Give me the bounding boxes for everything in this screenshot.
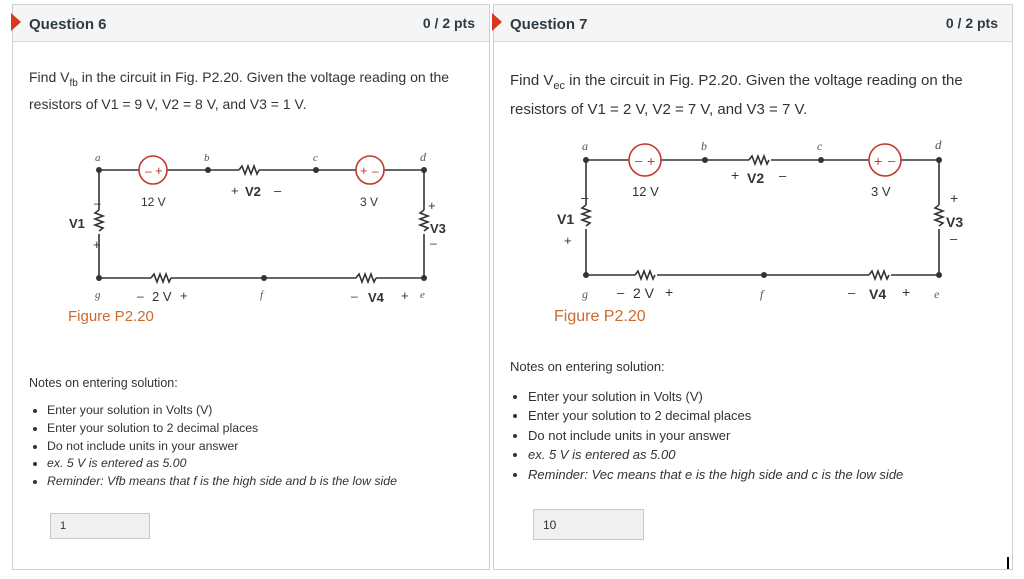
question-text: Find $V_{fb}$ in the circuit in Fig. P2.20. Given the voltage reading on the resistors of V1 = 9 V, V2 = 8 V, and V3 = 1 V. xyxy=(29,69,450,112)
list-item: • Reminder: Vec means that e is the high side and c is the low side xyxy=(528,465,903,484)
v1-label: V1 xyxy=(69,216,85,231)
svg-text:–: – xyxy=(430,236,437,250)
svg-text:–: – xyxy=(372,164,379,178)
notes-heading: Notes on entering solution: xyxy=(510,359,665,374)
svg-text:–: – xyxy=(635,153,643,168)
answer-input[interactable] xyxy=(50,513,150,539)
question-title: Question 7 xyxy=(510,16,588,33)
list-item: • ex. 5 V is entered as 5.00 xyxy=(47,455,397,473)
svg-text:–: – xyxy=(274,183,282,198)
node-a-label: a xyxy=(95,152,101,164)
svg-text:–: – xyxy=(888,153,896,168)
svg-text:–: – xyxy=(779,168,787,183)
list-item: • Enter your solution in Volts (V) xyxy=(528,387,903,406)
question-flag-icon xyxy=(11,13,21,31)
node-a-label: a xyxy=(582,139,588,153)
question-6-panel xyxy=(12,4,490,570)
svg-text:+: + xyxy=(401,288,409,303)
svg-text:–: – xyxy=(848,285,856,300)
question-flag-icon xyxy=(492,13,502,31)
node-g-label: g xyxy=(582,287,588,301)
node-e-label: e xyxy=(420,289,425,301)
notes-list xyxy=(29,402,397,491)
question-title: Question 6 xyxy=(29,16,107,33)
source-3v-label: 3 V xyxy=(360,195,379,209)
notes-heading: Notes on entering solution: xyxy=(29,376,178,390)
node-f-label: f xyxy=(760,287,764,301)
list-item: • Enter your solution to 2 decimal places xyxy=(47,420,397,438)
svg-text:–: – xyxy=(950,231,958,246)
svg-text:+: + xyxy=(93,237,101,252)
list-item: • Enter your solution in Volts (V) xyxy=(47,402,397,420)
figure-caption: Figure P2.20 xyxy=(68,308,154,325)
v3-label: V3 xyxy=(430,221,446,236)
list-item: • Reminder: Vfb means that f is the high side and b is the low side xyxy=(47,473,397,491)
circuit-diagram xyxy=(61,145,446,305)
list-item: • Enter your solution to 2 decimal places xyxy=(528,406,903,425)
svg-text:–: – xyxy=(94,196,101,210)
svg-text:+: + xyxy=(155,163,163,178)
svg-text:–: – xyxy=(145,164,152,178)
svg-text:+: + xyxy=(731,167,740,183)
source-12v-label: 12 V xyxy=(141,195,166,209)
voltage-source-12v xyxy=(629,144,661,176)
v4-label: V4 xyxy=(869,286,887,302)
text-cursor xyxy=(1007,557,1009,569)
v1-label: V1 xyxy=(557,211,575,227)
svg-text:+: + xyxy=(360,163,368,178)
question-header xyxy=(494,5,1012,42)
svg-text:+: + xyxy=(647,153,656,169)
question-7-panel xyxy=(493,4,1013,570)
svg-text:+: + xyxy=(665,284,674,300)
v4-label: V4 xyxy=(368,290,384,305)
voltage-source-12v xyxy=(139,156,167,184)
question-points: 0 / 2 pts xyxy=(945,15,998,31)
notes-list xyxy=(510,387,903,484)
node-d-label: d xyxy=(420,150,426,164)
svg-text:+: + xyxy=(564,233,572,248)
node-b-label: b xyxy=(701,139,707,153)
node-d-label: d xyxy=(935,137,942,152)
node-b-label: b xyxy=(204,152,210,164)
circuit-diagram xyxy=(549,135,979,307)
v3-label: V3 xyxy=(946,214,964,230)
question-header xyxy=(13,5,489,42)
source-3v-label: 3 V xyxy=(871,184,891,199)
question-text: Find $V_{ec}$ in the circuit in Fig. P2.20. Given the voltage reading on the resistors of V1 = 2 V, V2 = 7 V, and V3 = 7 V. xyxy=(510,72,963,118)
svg-text:+: + xyxy=(950,190,959,206)
svg-text:+: + xyxy=(902,284,911,300)
svg-text:+: + xyxy=(874,153,883,169)
svg-text:+: + xyxy=(428,198,436,213)
source-12v-label: 12 V xyxy=(632,184,659,199)
question-points: 0 / 2 pts xyxy=(422,15,475,31)
svg-text:–: – xyxy=(351,289,358,303)
answer-input[interactable] xyxy=(533,509,644,540)
r-2v-label: 2 V xyxy=(152,289,172,304)
svg-text:–: – xyxy=(617,285,625,300)
list-item: • Do not include units in your answer xyxy=(528,426,903,445)
svg-text:–: – xyxy=(137,289,144,303)
v2-label: V2 xyxy=(245,184,261,199)
node-e-label: e xyxy=(934,287,940,301)
list-item: • ex. 5 V is entered as 5.00 xyxy=(528,445,903,464)
node-c-label: c xyxy=(817,139,823,153)
figure-caption: Figure P2.20 xyxy=(554,308,646,325)
list-item: • Do not include units in your answer xyxy=(47,438,397,456)
svg-text:–: – xyxy=(581,190,589,205)
svg-text:+: + xyxy=(180,288,188,303)
node-c-label: c xyxy=(313,152,318,164)
node-f-label: f xyxy=(260,289,264,301)
svg-text:+: + xyxy=(231,183,239,198)
r-2v-label: 2 V xyxy=(633,285,655,301)
node-g-label: g xyxy=(95,289,101,301)
v2-label: V2 xyxy=(747,170,765,186)
